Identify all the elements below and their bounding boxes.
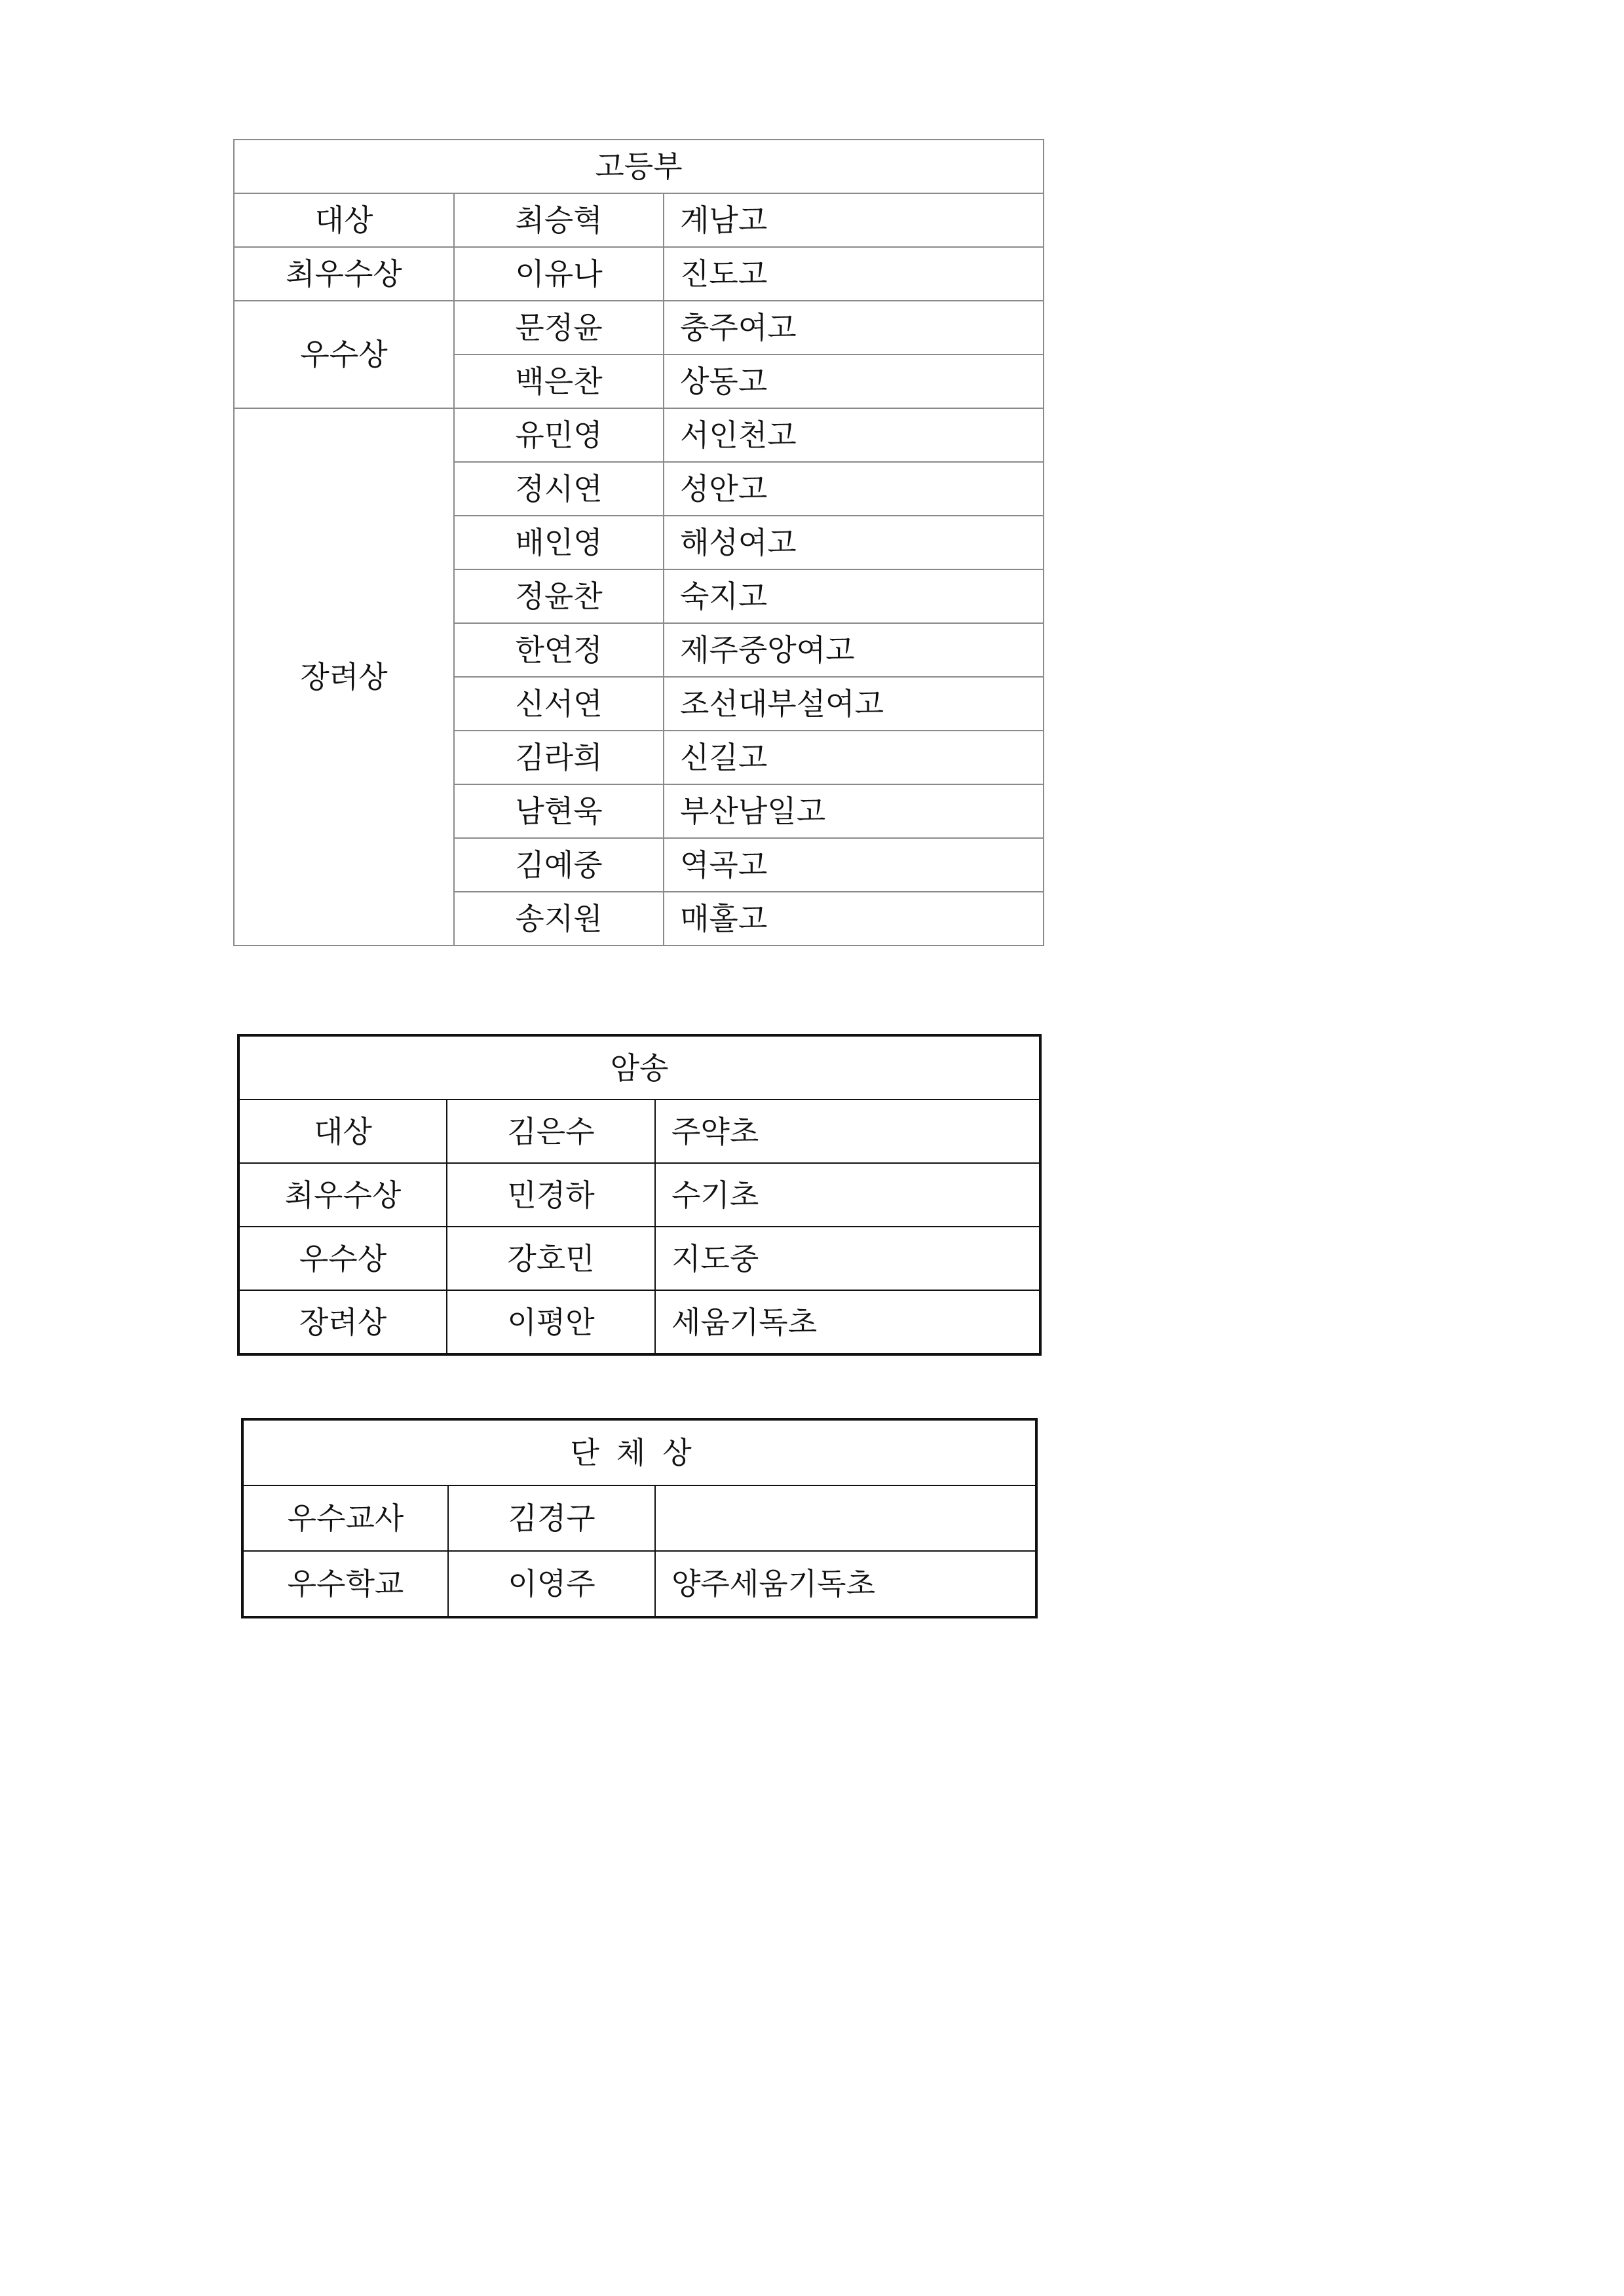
award-cell: 대상 [234,193,454,247]
name-cell: 백은찬 [454,354,664,408]
table-row [234,247,1044,301]
name-cell: 송지원 [454,892,664,946]
name-cell: 이평안 [447,1290,655,1354]
table-row [242,1485,1036,1551]
school-cell: 충주여고 [664,301,1044,354]
award-cell: 우수교사 [242,1485,448,1551]
school-cell [655,1485,1036,1551]
name-cell: 신서연 [454,677,664,731]
award-cell: 우수상 [234,301,454,408]
name-cell: 남현욱 [454,784,664,838]
school-cell: 서인천고 [664,408,1044,462]
school-cell: 해성여고 [664,516,1044,569]
school-cell: 역곡고 [664,838,1044,892]
table-row [238,1163,1040,1227]
recitation-awards-table [237,1034,1042,1356]
table-row [234,408,1044,462]
award-cell: 우수학교 [242,1551,448,1617]
school-cell: 수기초 [655,1163,1040,1227]
name-cell: 강호민 [447,1227,655,1290]
award-cell: 장려상 [234,408,454,946]
table-row [234,193,1044,247]
table-title: 고등부 [234,140,1044,193]
school-cell: 제주중앙여고 [664,623,1044,677]
name-cell: 이영주 [448,1551,655,1617]
name-cell: 한연정 [454,623,664,677]
table-title-row [238,1035,1040,1100]
table-row [238,1100,1040,1163]
table-title-row [234,140,1044,193]
name-cell: 유민영 [454,408,664,462]
school-cell: 신길고 [664,731,1044,784]
name-cell: 민경하 [447,1163,655,1227]
high-school-awards-table [233,139,1044,946]
table-row [238,1290,1040,1354]
name-cell: 이유나 [454,247,664,301]
award-cell: 최우수상 [234,247,454,301]
name-cell: 최승혁 [454,193,664,247]
school-cell: 숙지고 [664,569,1044,623]
school-cell: 지도중 [655,1227,1040,1290]
table-row [234,301,1044,354]
name-cell: 정시연 [454,462,664,516]
school-cell: 매홀고 [664,892,1044,946]
school-cell: 계남고 [664,193,1044,247]
name-cell: 정윤찬 [454,569,664,623]
table-row [242,1551,1036,1617]
school-cell: 조선대부설여고 [664,677,1044,731]
award-cell: 대상 [238,1100,447,1163]
school-cell: 성안고 [664,462,1044,516]
school-cell: 주약초 [655,1100,1040,1163]
name-cell: 김예중 [454,838,664,892]
award-cell: 우수상 [238,1227,447,1290]
group-awards-table [241,1418,1038,1618]
name-cell: 김라희 [454,731,664,784]
school-cell: 진도고 [664,247,1044,301]
table-title: 단체상 [242,1419,1036,1485]
school-cell: 상동고 [664,354,1044,408]
school-cell: 양주세움기독초 [655,1551,1036,1617]
award-cell: 최우수상 [238,1163,447,1227]
table-row [238,1227,1040,1290]
name-cell: 문정윤 [454,301,664,354]
name-cell: 김경구 [448,1485,655,1551]
table-title: 암송 [238,1035,1040,1100]
table-title-row [242,1419,1036,1485]
award-cell: 장려상 [238,1290,447,1354]
school-cell: 세움기독초 [655,1290,1040,1354]
name-cell: 김은수 [447,1100,655,1163]
school-cell: 부산남일고 [664,784,1044,838]
name-cell: 배인영 [454,516,664,569]
